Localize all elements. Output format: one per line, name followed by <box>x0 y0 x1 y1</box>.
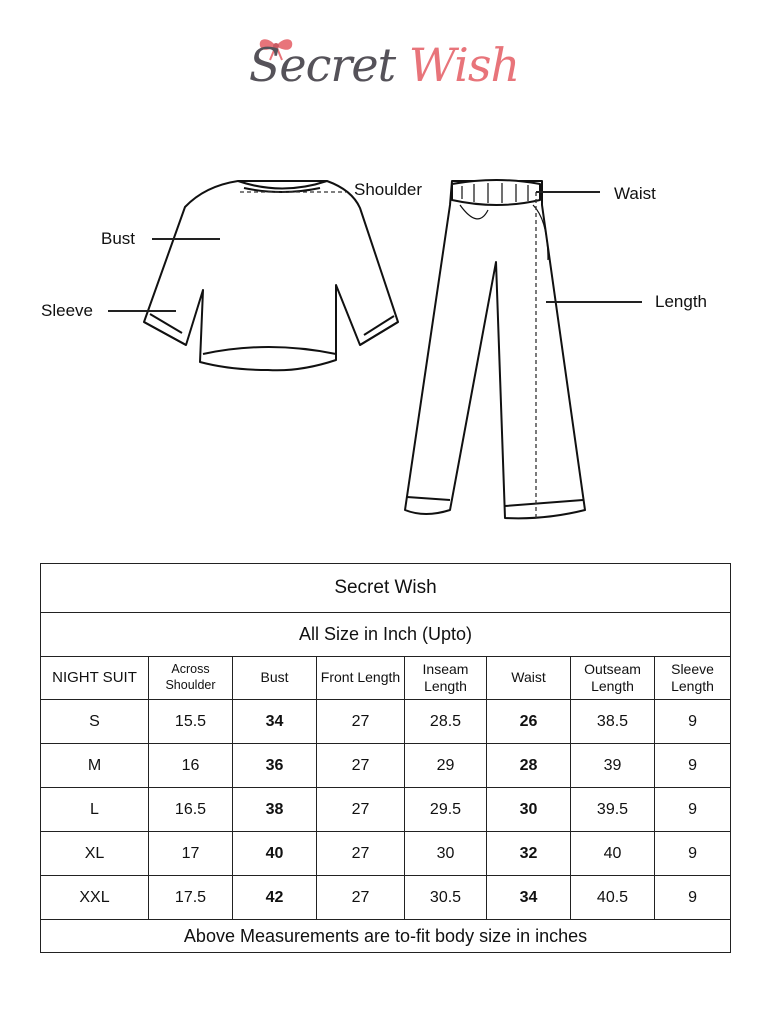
size-chart-table <box>40 563 731 953</box>
across-shoulder-cell: 15.5 <box>149 700 233 744</box>
header-outseam-length: Outseam Length <box>571 657 655 700</box>
inseam-length-cell: 29 <box>405 744 487 788</box>
bust-cell: 34 <box>233 700 317 744</box>
sleeve-length-cell: 9 <box>655 832 731 876</box>
waist-cell: 26 <box>487 700 571 744</box>
table-title: Secret Wish <box>41 564 731 613</box>
header-sleeve-length: Sleeve Length <box>655 657 731 700</box>
inseam-length-cell: 28.5 <box>405 700 487 744</box>
bust-cell: 38 <box>233 788 317 832</box>
outseam-length-cell: 39 <box>571 744 655 788</box>
front-length-cell: 27 <box>317 832 405 876</box>
waist-cell: 28 <box>487 744 571 788</box>
brand-part1: Secret <box>248 38 396 92</box>
size-cell: XXL <box>41 876 149 920</box>
header-inseam-length: Inseam Length <box>405 657 487 700</box>
header-bust: Bust <box>233 657 317 700</box>
size-cell: S <box>41 700 149 744</box>
size-cell: XL <box>41 832 149 876</box>
across-shoulder-cell: 17.5 <box>149 876 233 920</box>
outseam-length-cell: 40 <box>571 832 655 876</box>
waist-cell: 30 <box>487 788 571 832</box>
table-row <box>41 876 731 920</box>
inseam-length-cell: 29.5 <box>405 788 487 832</box>
label-waist: Waist <box>614 184 656 203</box>
sleeve-length-cell: 9 <box>655 876 731 920</box>
table-title-row <box>41 564 731 613</box>
sleeve-length-cell: 9 <box>655 700 731 744</box>
outseam-length-cell: 40.5 <box>571 876 655 920</box>
header-waist: Waist <box>487 657 571 700</box>
table-row <box>41 832 731 876</box>
bust-cell: 42 <box>233 876 317 920</box>
waist-cell: 34 <box>487 876 571 920</box>
label-bust: Bust <box>101 229 136 248</box>
table-footer-note: Above Measurements are to-fit body size in inches <box>41 920 731 953</box>
table-header-row <box>41 657 731 700</box>
front-length-cell: 27 <box>317 700 405 744</box>
front-length-cell: 27 <box>317 876 405 920</box>
table-subtitle: All Size in Inch (Upto) <box>41 613 731 657</box>
waist-cell: 32 <box>487 832 571 876</box>
label-sleeve: Sleeve <box>41 301 93 320</box>
front-length-cell: 27 <box>317 744 405 788</box>
label-shoulder: Shoulder <box>354 180 423 199</box>
table-footer-row <box>41 920 731 953</box>
header-front-length: Front Length <box>317 657 405 700</box>
outseam-length-cell: 39.5 <box>571 788 655 832</box>
sleeve-length-cell: 9 <box>655 788 731 832</box>
across-shoulder-cell: 16 <box>149 744 233 788</box>
size-cell: M <box>41 744 149 788</box>
brand-part2: Wish <box>408 38 520 92</box>
outseam-length-cell: 38.5 <box>571 700 655 744</box>
bust-cell: 36 <box>233 744 317 788</box>
table-row <box>41 744 731 788</box>
table-row <box>41 700 731 744</box>
label-length: Length <box>655 292 707 311</box>
bust-cell: 40 <box>233 832 317 876</box>
inseam-length-cell: 30 <box>405 832 487 876</box>
size-cell: L <box>41 788 149 832</box>
header-night-suit: NIGHT SUIT <box>41 657 149 700</box>
pants-outline <box>405 181 585 518</box>
sleeve-length-cell: 9 <box>655 744 731 788</box>
across-shoulder-cell: 17 <box>149 832 233 876</box>
across-shoulder-cell: 16.5 <box>149 788 233 832</box>
table-row <box>41 788 731 832</box>
table-subtitle-row <box>41 613 731 657</box>
inseam-length-cell: 30.5 <box>405 876 487 920</box>
front-length-cell: 27 <box>317 788 405 832</box>
header-across-shoulder: Across Shoulder <box>149 657 233 700</box>
